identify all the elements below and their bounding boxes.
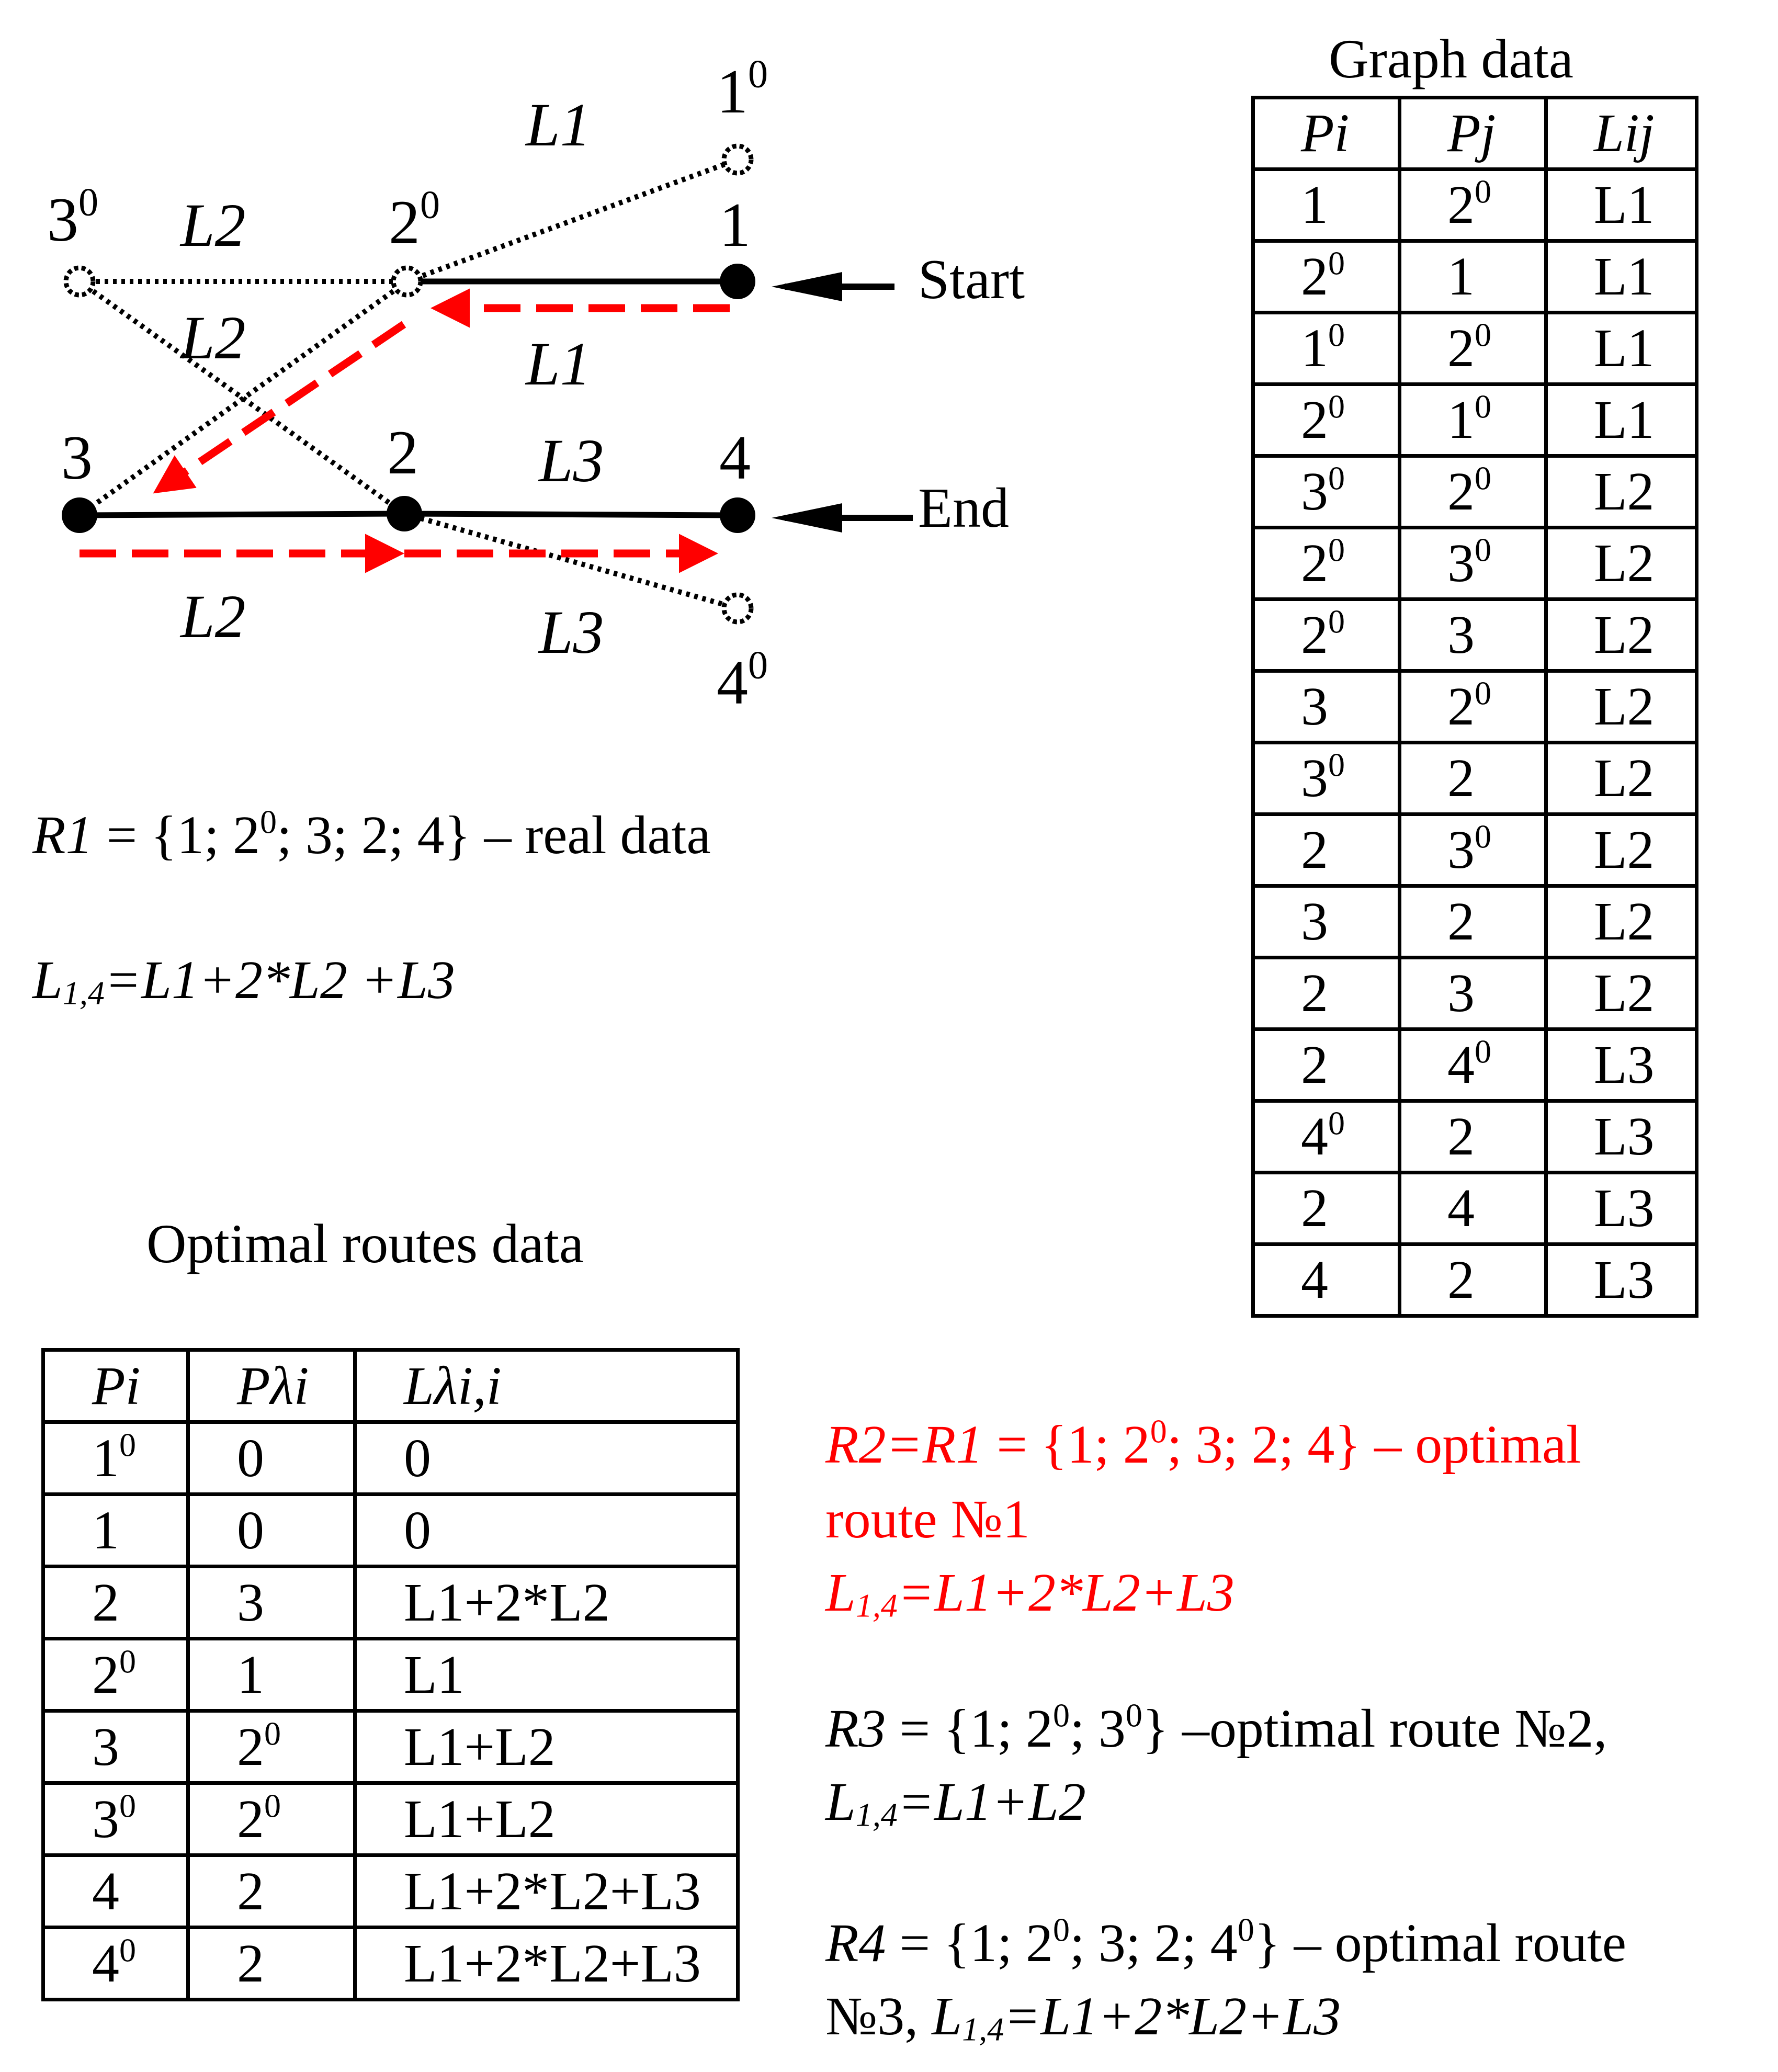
table-cell: L1 — [1546, 313, 1697, 384]
table-cell — [1400, 241, 1546, 313]
table-cell — [43, 1855, 188, 1928]
cell-superscript: 0 — [1328, 316, 1345, 354]
table-cell: L2 — [1546, 814, 1697, 886]
cell-superscript: 0 — [1328, 746, 1345, 784]
r2-text-b: ; 3; 2; 4} – optimal — [1167, 1414, 1582, 1475]
node-3-0 — [66, 268, 93, 295]
r3-sup1: 0 — [1053, 1696, 1070, 1734]
start-label: Start — [918, 248, 1025, 311]
table-cell: L1+L2 — [355, 1711, 738, 1783]
cell-superscript: 0 — [1475, 1033, 1491, 1070]
r2-name: R2=R1 — [825, 1414, 983, 1475]
routes-table-row — [43, 1639, 738, 1711]
r4-sup1: 0 — [1053, 1911, 1070, 1949]
table-cell — [1400, 599, 1546, 671]
cell-value: 1 — [92, 1428, 119, 1488]
cell-value: 2 — [1447, 1250, 1475, 1310]
cell-value: 2 — [1447, 748, 1475, 808]
cell-value: 2 — [1301, 533, 1328, 593]
routes-table-row — [43, 1928, 738, 2000]
r2-rest: =L1+2*L2+L3 — [897, 1563, 1235, 1623]
table-cell: L1+2*L2 — [355, 1567, 738, 1639]
table-cell: L3 — [1546, 1029, 1697, 1101]
r2-sup: 0 — [1150, 1412, 1167, 1450]
r4-rest: =L1+2*L2+L3 — [1004, 1986, 1341, 2046]
table-cell — [188, 1567, 355, 1639]
l14-sub: 1,4 — [62, 974, 105, 1012]
edge-label-top-l2: L2 — [180, 191, 246, 259]
cell-value: 0 — [237, 1428, 264, 1488]
table-cell — [1400, 313, 1546, 384]
table-cell — [1253, 958, 1400, 1029]
table-cell: L3 — [1546, 1101, 1697, 1173]
table-cell — [1253, 456, 1400, 528]
cell-value: 2 — [1301, 605, 1328, 665]
cell-superscript: 0 — [1328, 1104, 1345, 1142]
table-cell — [1253, 1029, 1400, 1101]
cell-value: 2 — [1447, 175, 1475, 235]
edge-2-to-4 — [404, 514, 738, 515]
formula-r4-line2 — [825, 1986, 1341, 2048]
r1-name: R1 — [32, 805, 93, 865]
table-cell — [43, 1567, 188, 1639]
r4-sup2: 0 — [1237, 1911, 1254, 1949]
cell-value: 2 — [92, 1644, 119, 1705]
cell-superscript: 0 — [1328, 388, 1345, 425]
table-cell — [1400, 169, 1546, 241]
table-cell — [1400, 1029, 1546, 1101]
table-cell — [1400, 814, 1546, 886]
node-label-3-0: $3^0$ — [47, 180, 98, 254]
node-1 — [720, 264, 755, 299]
table-cell — [1253, 313, 1400, 384]
node-4-0 — [724, 595, 751, 622]
formula-r4 — [825, 1911, 1627, 1973]
table-cell — [1400, 958, 1546, 1029]
graph-table-row — [1253, 958, 1697, 1029]
table-cell: L1 — [1546, 241, 1697, 313]
cell-value: 2 — [237, 1788, 264, 1849]
table-cell — [1253, 743, 1400, 814]
r1-sup: 0 — [260, 803, 277, 841]
table-cell — [188, 1639, 355, 1711]
cell-value: 3 — [1301, 676, 1328, 737]
route-graph-diagram — [0, 0, 1098, 758]
node-4 — [720, 497, 755, 533]
routes-table-row — [43, 1711, 738, 1783]
cell-value: 1 — [92, 1500, 119, 1560]
column-header: Lij — [1546, 98, 1697, 169]
cell-value: 1 — [1301, 175, 1328, 235]
cell-superscript: 0 — [264, 1715, 281, 1752]
cell-value: 3 — [1447, 963, 1475, 1023]
table-cell: L1+2*L2+L3 — [355, 1855, 738, 1928]
graph-table-row — [1253, 456, 1697, 528]
r4-L: L — [932, 1986, 962, 2046]
r3-text-a: = {1; 2 — [886, 1699, 1053, 1759]
graph-table-row — [1253, 1173, 1697, 1244]
table-cell — [1400, 456, 1546, 528]
table-cell — [1400, 528, 1546, 599]
r2-text-a: = {1; 2 — [983, 1414, 1150, 1475]
cell-value: 2 — [1447, 891, 1475, 952]
graph-table-row — [1253, 313, 1697, 384]
cell-value: 3 — [1301, 748, 1328, 808]
r3-sup2: 0 — [1125, 1696, 1142, 1734]
header-row — [1253, 98, 1697, 169]
table-cell — [43, 1783, 188, 1855]
cell-value: 2 — [237, 1861, 264, 1921]
r4-text-b: ; 3; 2; 4 — [1070, 1913, 1238, 1973]
edge-2-to-4-0 — [404, 514, 738, 608]
cell-value: 2 — [1301, 390, 1328, 450]
r3-text-b: ; 3 — [1070, 1699, 1126, 1759]
cell-value: 3 — [237, 1572, 264, 1633]
cell-value: 3 — [92, 1716, 119, 1777]
cell-value: 2 — [1301, 963, 1328, 1023]
edge-label-bottom-l2: L2 — [180, 582, 246, 651]
table-cell — [188, 1422, 355, 1494]
table-cell: L1+2*L2+L3 — [355, 1928, 738, 2000]
table-cell — [43, 1711, 188, 1783]
table-cell — [1253, 241, 1400, 313]
edge-3-to-2 — [80, 514, 404, 515]
r3-name: R3 — [825, 1699, 886, 1759]
node-label-1: 1 — [719, 190, 751, 259]
node-label-4-0: $4^0$ — [717, 643, 768, 717]
graph-table-row — [1253, 169, 1697, 241]
routes-table-row — [43, 1494, 738, 1567]
r1-text-a: = {1; 2 — [93, 805, 260, 865]
table-cell: L2 — [1546, 886, 1697, 958]
cell-value: 2 — [1447, 676, 1475, 737]
formula-r1 — [32, 803, 711, 865]
graph-table-row — [1253, 814, 1697, 886]
l14-rest: =L1+2*L2 +L3 — [104, 950, 455, 1010]
table-cell — [188, 1783, 355, 1855]
cell-value: 4 — [92, 1933, 119, 1994]
r3-sub: 1,4 — [855, 1796, 898, 1833]
graph-table-row — [1253, 743, 1697, 814]
column-header: Pi — [1253, 98, 1400, 169]
table-cell: L2 — [1546, 671, 1697, 743]
table-cell — [1400, 743, 1546, 814]
routes-table-row — [43, 1855, 738, 1928]
graph-table-row — [1253, 1244, 1697, 1316]
graph-table-row — [1253, 1101, 1697, 1173]
edge-label-mid-l3: L3 — [539, 426, 604, 495]
table-cell: L2 — [1546, 456, 1697, 528]
edge-label-top-l1: L1 — [526, 90, 591, 159]
r4-text-c: } – optimal route — [1254, 1913, 1627, 1973]
routes-table-row — [43, 1783, 738, 1855]
edge-label-bottom-l3: L3 — [539, 598, 604, 666]
cell-value: 1 — [237, 1644, 264, 1705]
table-cell: L2 — [1546, 599, 1697, 671]
cell-value: 1 — [1447, 390, 1475, 450]
table-cell — [188, 1494, 355, 1567]
cell-value: 3 — [1301, 461, 1328, 522]
cell-superscript: 0 — [1475, 388, 1491, 425]
cell-superscript: 0 — [264, 1787, 281, 1825]
table-cell — [1400, 671, 1546, 743]
cell-value: 3 — [1447, 533, 1475, 593]
table-cell — [1253, 1101, 1400, 1173]
end-label: End — [918, 477, 1009, 539]
cell-value: 4 — [1447, 1035, 1475, 1095]
r3-L: L — [825, 1772, 856, 1832]
cell-value: 2 — [1447, 318, 1475, 378]
cell-value: 2 — [1447, 1106, 1475, 1167]
table-cell — [1253, 1244, 1400, 1316]
cell-superscript: 0 — [1475, 173, 1491, 210]
cell-value: 2 — [1301, 820, 1328, 880]
formula-r3-length — [825, 1772, 1086, 1833]
cell-superscript: 0 — [1475, 818, 1491, 855]
cell-value: 3 — [1447, 820, 1475, 880]
node-3 — [62, 497, 97, 533]
cell-superscript: 0 — [1328, 603, 1345, 640]
formula-r3 — [825, 1696, 1607, 1759]
routes-table-row — [43, 1422, 738, 1494]
cell-superscript: 0 — [1328, 459, 1345, 497]
r3-text-c: } –optimal route №2, — [1142, 1699, 1607, 1759]
cell-value: 2 — [237, 1716, 264, 1777]
formula-r2-length — [825, 1563, 1235, 1624]
formula-r2-line2: route №1 — [825, 1489, 1030, 1549]
table-cell: L3 — [1546, 1173, 1697, 1244]
table-cell — [1253, 599, 1400, 671]
r4-name: R4 — [825, 1913, 886, 1973]
table-cell — [1253, 671, 1400, 743]
cell-value: 4 — [1447, 1178, 1475, 1238]
table-cell — [43, 1422, 188, 1494]
table-cell — [1400, 1101, 1546, 1173]
node-1-0 — [724, 146, 751, 173]
table-cell — [188, 1711, 355, 1783]
graph-table-row — [1253, 384, 1697, 456]
column-header: Lλi,i — [355, 1350, 738, 1422]
cell-superscript: 0 — [119, 1931, 136, 1969]
edge-2-0-to-1-0 — [407, 160, 738, 281]
table-cell — [1253, 384, 1400, 456]
formula-r2 — [825, 1412, 1582, 1475]
node-2 — [387, 496, 422, 531]
cell-value: 2 — [1301, 1035, 1328, 1095]
table-cell: L1 — [1546, 384, 1697, 456]
table-cell: L1 — [1546, 169, 1697, 241]
graph-table-row — [1253, 241, 1697, 313]
cell-superscript: 0 — [119, 1426, 136, 1464]
cell-value: 2 — [1447, 461, 1475, 522]
cell-value: 1 — [1301, 318, 1328, 378]
cell-superscript: 0 — [1475, 459, 1491, 497]
table-cell: 0 — [355, 1494, 738, 1567]
cell-value: 4 — [92, 1861, 119, 1921]
node-label-4: 4 — [719, 423, 751, 492]
cell-superscript: 0 — [1475, 531, 1491, 569]
column-header: Pj — [1400, 98, 1546, 169]
graph-table-row — [1253, 886, 1697, 958]
graph-table-row — [1253, 528, 1697, 599]
table-cell — [188, 1855, 355, 1928]
cell-value: 2 — [1301, 1178, 1328, 1238]
cell-superscript: 0 — [1328, 244, 1345, 282]
cell-value: 3 — [1447, 605, 1475, 665]
r3-rest: =L1+L2 — [897, 1772, 1086, 1832]
cell-value: 4 — [1301, 1250, 1328, 1310]
end-arrow-head — [772, 503, 842, 533]
cell-value: 3 — [1301, 891, 1328, 952]
cell-value: 2 — [237, 1933, 264, 1994]
cell-superscript: 0 — [119, 1643, 136, 1680]
cell-superscript: 0 — [1475, 674, 1491, 712]
table-cell: L2 — [1546, 743, 1697, 814]
node-label-1-0: $1^0$ — [717, 52, 768, 126]
column-header: Pλi — [188, 1350, 355, 1422]
r4-text-a: = {1; 2 — [886, 1913, 1053, 1973]
table-cell: L1+L2 — [355, 1783, 738, 1855]
r1-text-b: ; 3; 2; 4} – real data — [277, 805, 711, 865]
node-label-3: 3 — [61, 423, 93, 492]
r4-sub: 1,4 — [962, 2010, 1004, 2048]
table-cell — [43, 1928, 188, 2000]
graph-table-row — [1253, 671, 1697, 743]
cell-superscript: 0 — [119, 1787, 136, 1825]
graph-table-title: Graph data — [1329, 28, 1573, 89]
table-cell — [1253, 169, 1400, 241]
edge-label-mid-l1: L1 — [526, 330, 591, 398]
table-cell — [1253, 814, 1400, 886]
table-cell — [1253, 528, 1400, 599]
table-cell — [43, 1639, 188, 1711]
r4-line2-prefix: №3, — [825, 1986, 932, 2046]
routes-table-title: Optimal routes data — [146, 1213, 584, 1274]
graph-table-row — [1253, 1029, 1697, 1101]
header-row — [43, 1350, 738, 1422]
l14-L: L — [32, 950, 63, 1010]
table-cell — [188, 1928, 355, 2000]
optimal-routes-table — [41, 1348, 740, 2001]
table-cell: L2 — [1546, 528, 1697, 599]
node-label-2: 2 — [387, 417, 418, 487]
table-cell — [1253, 886, 1400, 958]
table-cell — [1400, 1244, 1546, 1316]
table-cell — [1400, 1173, 1546, 1244]
cell-value: 2 — [1301, 246, 1328, 307]
start-arrow-head — [772, 272, 842, 301]
graph-data-table — [1251, 96, 1698, 1318]
node-2-0 — [393, 268, 421, 295]
cell-value: 4 — [1301, 1106, 1328, 1167]
r2-sub: 1,4 — [855, 1587, 898, 1624]
table-cell — [43, 1494, 188, 1567]
cell-value: 0 — [237, 1500, 264, 1560]
cell-superscript: 0 — [1475, 316, 1491, 354]
cell-value: 2 — [92, 1572, 119, 1633]
table-cell: L2 — [1546, 958, 1697, 1029]
routes-table-row — [43, 1567, 738, 1639]
table-cell: L1 — [355, 1639, 738, 1711]
r2-L: L — [825, 1563, 856, 1623]
cell-superscript: 0 — [1328, 531, 1345, 569]
cell-value: 3 — [92, 1788, 119, 1849]
formula-l14 — [32, 950, 455, 1012]
table-cell: 0 — [355, 1422, 738, 1494]
table-cell — [1400, 384, 1546, 456]
cell-value: 1 — [1447, 246, 1475, 307]
node-label-2-0: $2^0$ — [389, 183, 440, 257]
table-cell — [1400, 886, 1546, 958]
graph-table-row — [1253, 599, 1697, 671]
table-cell: L3 — [1546, 1244, 1697, 1316]
table-cell — [1253, 1173, 1400, 1244]
edge-label-mid-l2: L2 — [180, 303, 246, 372]
column-header: Pi — [43, 1350, 188, 1422]
